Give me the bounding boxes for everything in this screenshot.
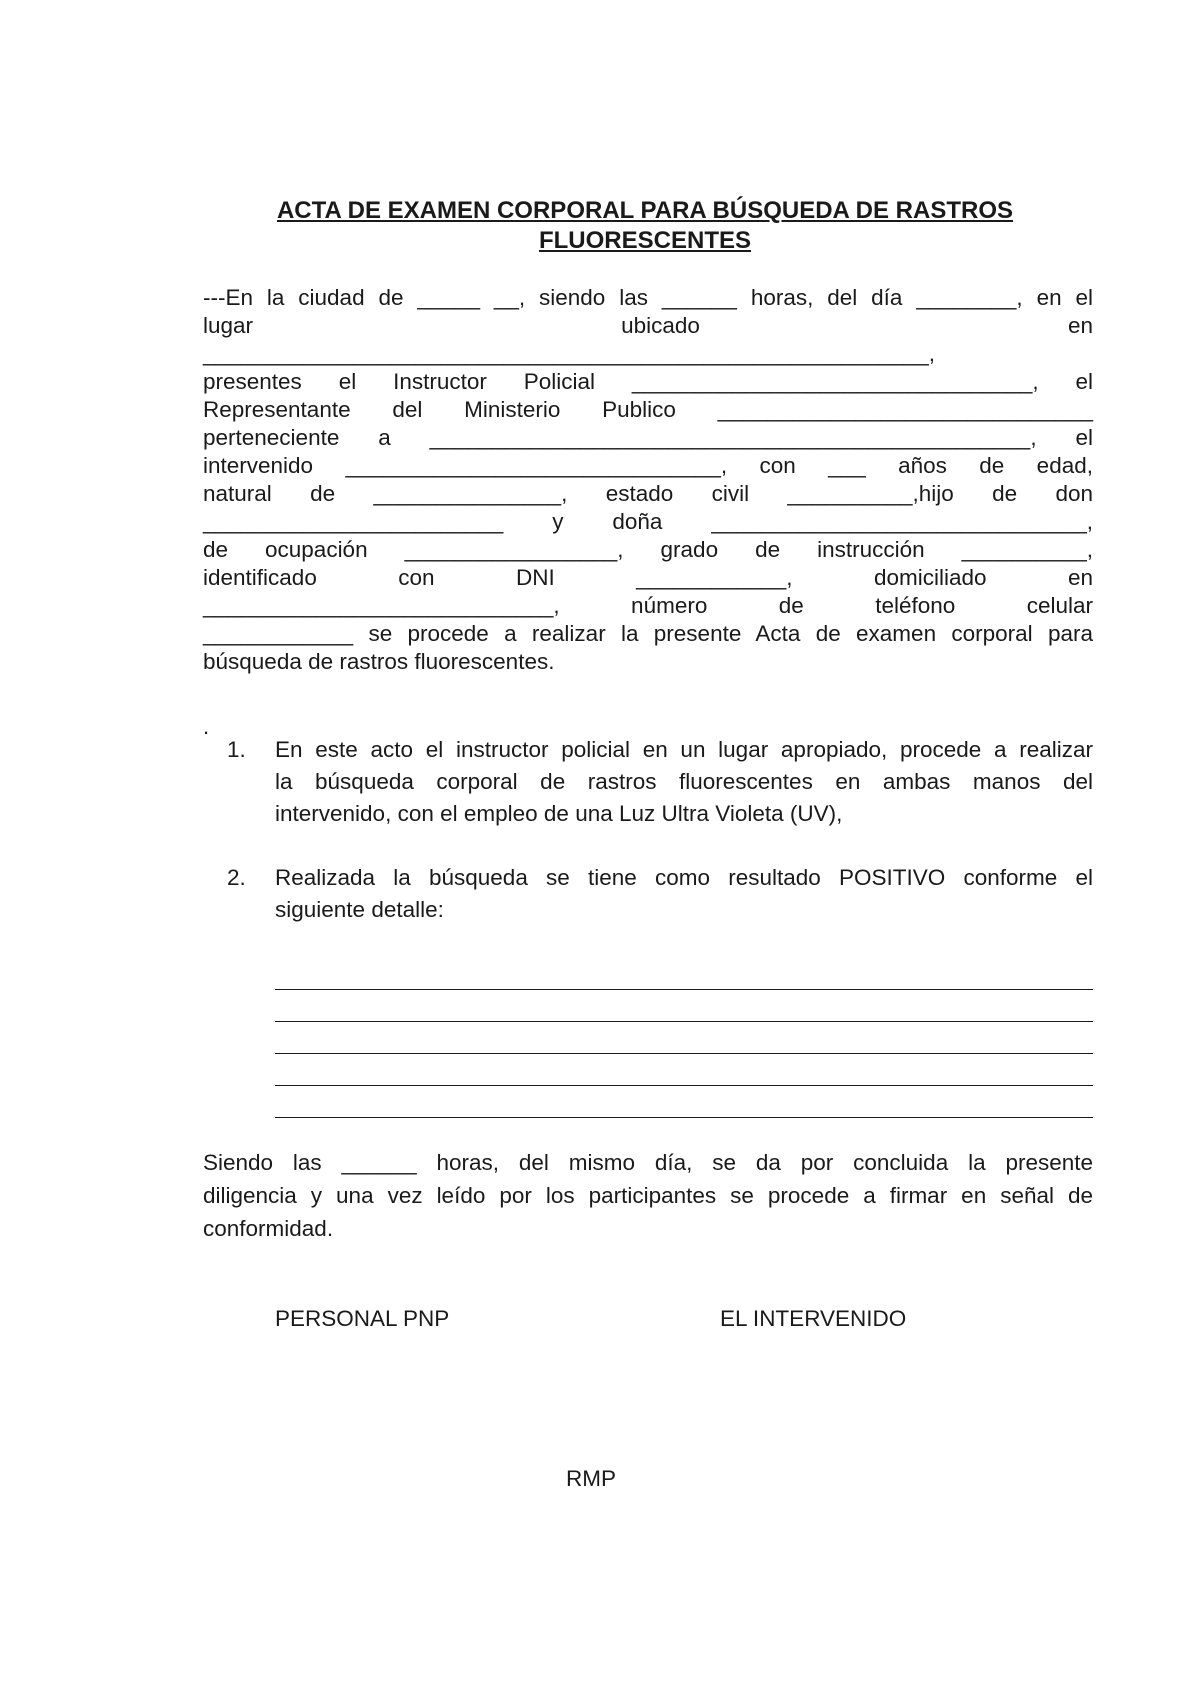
intro-line: Representante del Ministerio Publico ______________________________ — [203, 397, 1093, 422]
list-item-line: intervenido, con el empleo de una Luz Ultra Violeta (UV), — [275, 801, 843, 826]
intro-line: de ocupación _________________, grado de instrucción __________, — [203, 537, 1093, 562]
list-item-line: Realizada la búsqueda se tiene como resultado POSITIVO conforme el — [275, 865, 1093, 890]
list-item-text — [275, 862, 1093, 926]
intro-line: natural de _______________, estado civil __________,hijo de don — [203, 481, 1093, 506]
title-line-2: FLUORESCENTES — [538, 227, 751, 254]
intro-line: ____________ se procede a realizar la presente Acta de examen corporal para — [203, 621, 1093, 646]
list-item-line: En este acto el instructor policial en un lugar apropiado, procede a realizar — [275, 737, 1093, 762]
closing-line: Siendo las ______ horas, del mismo día, se da por concluida la presente — [203, 1150, 1093, 1175]
detail-blank-line[interactable] — [275, 990, 1093, 1022]
signature-intervenido: EL INTERVENIDO — [720, 1306, 907, 1331]
intro-line: __________________________________________________________, — [203, 341, 936, 366]
intro-line: perteneciente a ________________________________________________, el — [203, 425, 1093, 450]
intro-paragraph — [203, 284, 1093, 676]
closing-paragraph — [203, 1146, 1093, 1245]
intro-line: intervenido ______________________________, con ___ años de edad, — [203, 453, 1093, 478]
signature-personal-pnp: PERSONAL PNP — [275, 1306, 450, 1331]
list-item-number: 1. — [227, 737, 246, 762]
intro-line: ____________________________, número de teléfono celular — [203, 593, 1093, 618]
detail-blank-line[interactable] — [275, 1022, 1093, 1054]
intro-line: búsqueda de rastros fluorescentes. — [203, 649, 555, 674]
document-title — [200, 196, 1090, 256]
closing-line: diligencia y una vez leído por los participantes se procede a firmar en señal de — [203, 1183, 1093, 1208]
intro-line: ________________________ y doña ______________________________, — [203, 509, 1093, 534]
detail-blank-line[interactable] — [275, 1054, 1093, 1086]
list-item-number: 2. — [227, 865, 246, 890]
intro-line: ---En la ciudad de _____ __, siendo las ______ horas, del día ________, en el — [203, 285, 1093, 310]
list-item-text — [275, 734, 1093, 830]
closing-line: conformidad. — [203, 1216, 334, 1241]
detail-blank-line[interactable] — [275, 958, 1093, 990]
detail-blank-lines — [275, 958, 1093, 1118]
list-item-line: siguiente detalle: — [275, 897, 444, 922]
intro-line: presentes el Instructor Policial ________________________________, el — [203, 369, 1093, 394]
list-item-line: la búsqueda corporal de rastros fluorescentes en ambas manos del — [275, 769, 1093, 794]
detail-blank-line[interactable] — [275, 1086, 1093, 1118]
intro-line: identificado con DNI ____________, domiciliado en — [203, 565, 1093, 590]
stray-dot: . — [203, 714, 210, 739]
title-line-1: ACTA DE EXAMEN CORPORAL PARA BÚSQUEDA DE RASTROS — [276, 197, 1014, 224]
intro-line: lugar ubicado en — [203, 313, 1093, 338]
footer-rmp: RMP — [566, 1466, 616, 1491]
